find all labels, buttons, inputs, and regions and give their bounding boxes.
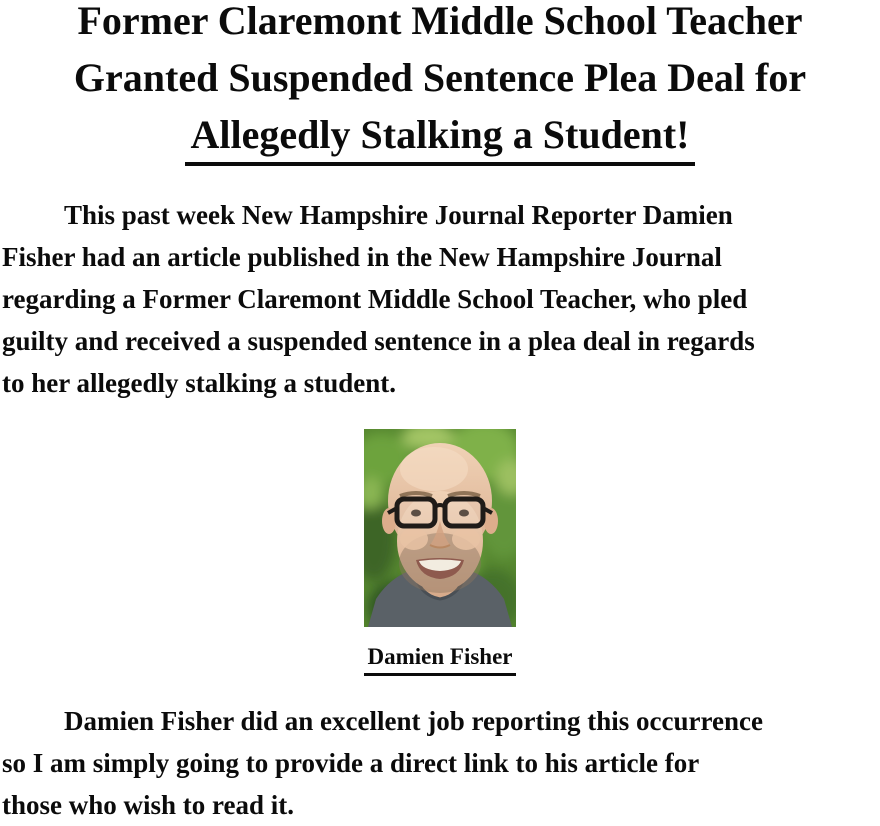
paragraph-2-line: so I am simply going to provide a direct link to his article for xyxy=(2,748,700,778)
headline-line-3 xyxy=(0,106,880,166)
paragraph-1-line: regarding a Former Claremont Middle School Teacher, who pled xyxy=(2,284,748,314)
paragraph-1-line: Fisher had an article published in the New Hampshire Journal xyxy=(2,242,722,272)
portrait-figure xyxy=(0,429,880,676)
headline-underlined-text: Allegedly Stalking a Student! xyxy=(185,111,696,166)
headline-line-1: Former Claremont Middle School Teacher xyxy=(77,0,803,43)
paragraph-2 xyxy=(0,700,880,826)
paragraph-1 xyxy=(0,194,880,404)
page-title xyxy=(0,0,880,166)
photo-caption xyxy=(0,643,880,676)
headline-line-2: Granted Suspended Sentence Plea Deal for xyxy=(73,55,807,100)
photo-caption-text: Damien Fisher xyxy=(364,643,515,676)
paragraph-1-line: to her allegedly stalking a student. xyxy=(2,368,397,398)
paragraph-2-line: Damien Fisher did an excellent job reporting this occurrence xyxy=(64,706,763,736)
paragraph-1-line: guilty and received a suspended sentence in a plea deal in regards xyxy=(2,326,755,356)
paragraph-2-line: those who wish to read it. xyxy=(2,790,295,820)
paragraph-1-line: This past week New Hampshire Journal Reporter Damien xyxy=(64,200,733,230)
portrait-photo xyxy=(364,429,516,627)
